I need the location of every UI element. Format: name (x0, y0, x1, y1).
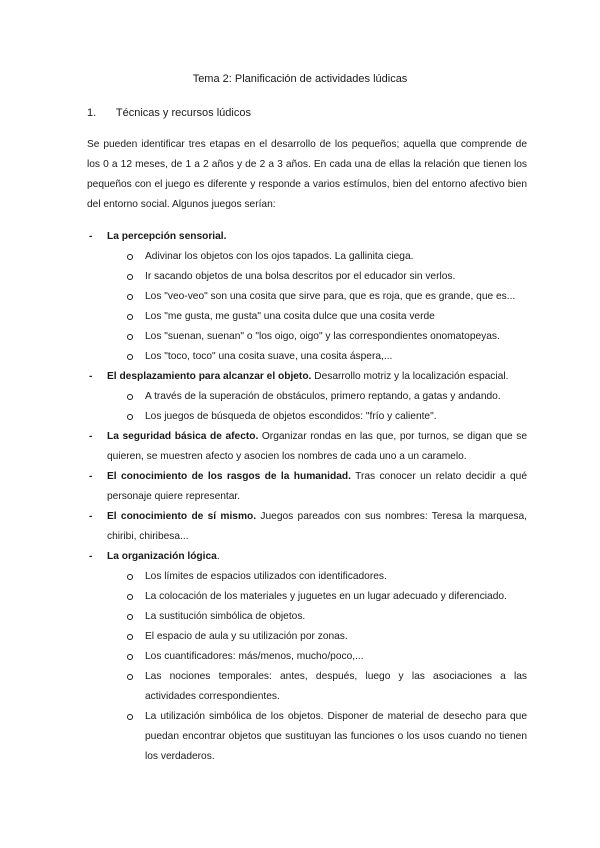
circle-bullet-icon (127, 334, 133, 340)
circle-bullet-icon (127, 594, 133, 600)
circle-bullet-icon (127, 674, 133, 680)
sub-list-item (87, 627, 527, 647)
circle-bullet-icon (127, 354, 133, 360)
sub-list-item-text: El espacio de aula y su utilización por zonas. (145, 631, 348, 642)
intro-paragraph: Se pueden identificar tres etapas en el desarrollo de los pequeños; aquella que comprende de los 0 a 12 meses, de 1 a 2 años y de 2 a 3 años. En cada una de ellas la relación que tienen los pequeños con el juego es diferente y responde a varios estímulos, bien del entorno afectivo bien del entorno social. Algunos juegos serían: (87, 139, 527, 210)
sub-list-item-text: Los juegos de búsqueda de objetos escondidos: "frío y caliente". (145, 411, 437, 422)
sub-list (87, 567, 527, 767)
circle-bullet-icon (127, 414, 133, 420)
list-item (87, 367, 527, 387)
circle-bullet-icon (127, 714, 133, 720)
activity-list (87, 227, 527, 767)
sub-list-item (87, 667, 527, 707)
sub-list-item (87, 607, 527, 627)
sub-list-item-text: Adivinar los objetos con los ojos tapados. La gallinita ciega. (145, 251, 414, 262)
list-item (87, 507, 527, 547)
circle-bullet-icon (127, 254, 133, 260)
section-heading (87, 107, 251, 119)
list-item (87, 467, 527, 507)
sub-list (87, 247, 527, 367)
circle-bullet-icon (127, 634, 133, 640)
circle-bullet-icon (127, 294, 133, 300)
list-item-text: Juegos pareados con sus nombres: Teresa la marquesa, chiribi, chiribesa... (107, 511, 527, 542)
sub-list-item-text: La utilización simbólica de los objetos. Disponer de material de desecho para que puedan encontrar objetos que sustituyan las funciones o los usos cuando no tienen los verdaderos. (145, 711, 527, 762)
circle-bullet-icon (127, 274, 133, 280)
sub-list-item (87, 587, 527, 607)
sub-list-item (87, 647, 527, 667)
sub-list-item-text: Ir sacando objetos de una bolsa descritos por el educador sin verlos. (145, 271, 456, 282)
dash-bullet: - (89, 471, 93, 482)
list-item (87, 227, 527, 247)
list-item-text: Tras conocer un relato decidir a qué personaje quiere representar. (107, 471, 527, 502)
sub-list-item-text: Los "me gusta, me gusta" una cosita dulce que una cosita verde (145, 311, 435, 322)
sub-list-item (87, 307, 527, 327)
sub-list-item-text: La sustitución simbólica de objetos. (145, 611, 306, 622)
sub-list-item (87, 347, 527, 367)
sub-list-item-text: A través de la superación de obstáculos, primero reptando, a gatas y andando. (145, 391, 501, 402)
circle-bullet-icon (127, 654, 133, 660)
list-item-heading: El conocimiento de los rasgos de la humanidad. (107, 471, 351, 482)
sub-list-item-text: La colocación de los materiales y juguetes en un lugar adecuado y diferenciado. (145, 591, 507, 602)
list-item-text: . (216, 551, 220, 562)
sub-list-item-text: Los "suenan, suenan" o "los oigo, oigo" y las correspondientes onomatopeyas. (145, 331, 500, 342)
sub-list-item (87, 707, 527, 767)
sub-list-item-text: Las nociones temporales: antes, después, luego y las asociaciones a las actividades correspondientes. (145, 671, 527, 702)
circle-bullet-icon (127, 614, 133, 620)
sub-list-item-text: Los límites de espacios utilizados con identificadores. (145, 571, 387, 582)
list-item-heading: La organización lógica (107, 551, 217, 562)
circle-bullet-icon (127, 314, 133, 320)
list-item-text: Organizar rondas en las que, por turnos, se digan que se quieren, se muestren afecto y asocien los nombres de cada uno a un caramelo. (107, 431, 527, 462)
sub-list-item (87, 407, 527, 427)
section-number: 1. (87, 107, 97, 119)
sub-list-item (87, 287, 527, 307)
circle-bullet-icon (127, 574, 133, 580)
dash-bullet: - (89, 511, 93, 522)
sub-list-item (87, 247, 527, 267)
dash-bullet: - (89, 371, 93, 382)
sub-list-item (87, 267, 527, 287)
dash-bullet: - (89, 431, 93, 442)
list-item-text: Desarrollo motriz y la localización espacial. (311, 371, 509, 382)
sub-list-item-text: Los "veo-veo" son una cosita que sirve para, que es roja, que es grande, que es... (145, 291, 516, 302)
section-title: Técnicas y recursos lúdicos (115, 107, 251, 119)
list-item-heading: El conocimiento de sí mismo. (107, 511, 257, 522)
sub-list (87, 387, 527, 427)
list-item (87, 427, 527, 467)
circle-bullet-icon (127, 394, 133, 400)
page-title: Tema 2: Planificación de actividades lúdicas (192, 73, 408, 85)
sub-list-item-text: Los cuantificadores: más/menos, mucho/poco,... (145, 651, 364, 662)
sub-list-item (87, 387, 527, 407)
sub-list-item (87, 327, 527, 347)
sub-list-item-text: Los "toco, toco" una cosita suave, una cosita áspera,... (145, 351, 393, 362)
sub-list-item (87, 567, 527, 587)
list-item-heading: La seguridad básica de afecto. (107, 431, 259, 442)
list-item-heading: La percepción sensorial. (107, 231, 227, 242)
list-item (87, 547, 527, 567)
dash-bullet: - (89, 551, 93, 562)
dash-bullet: - (89, 231, 93, 242)
list-item-heading: El desplazamiento para alcanzar el objeto. (107, 371, 312, 382)
